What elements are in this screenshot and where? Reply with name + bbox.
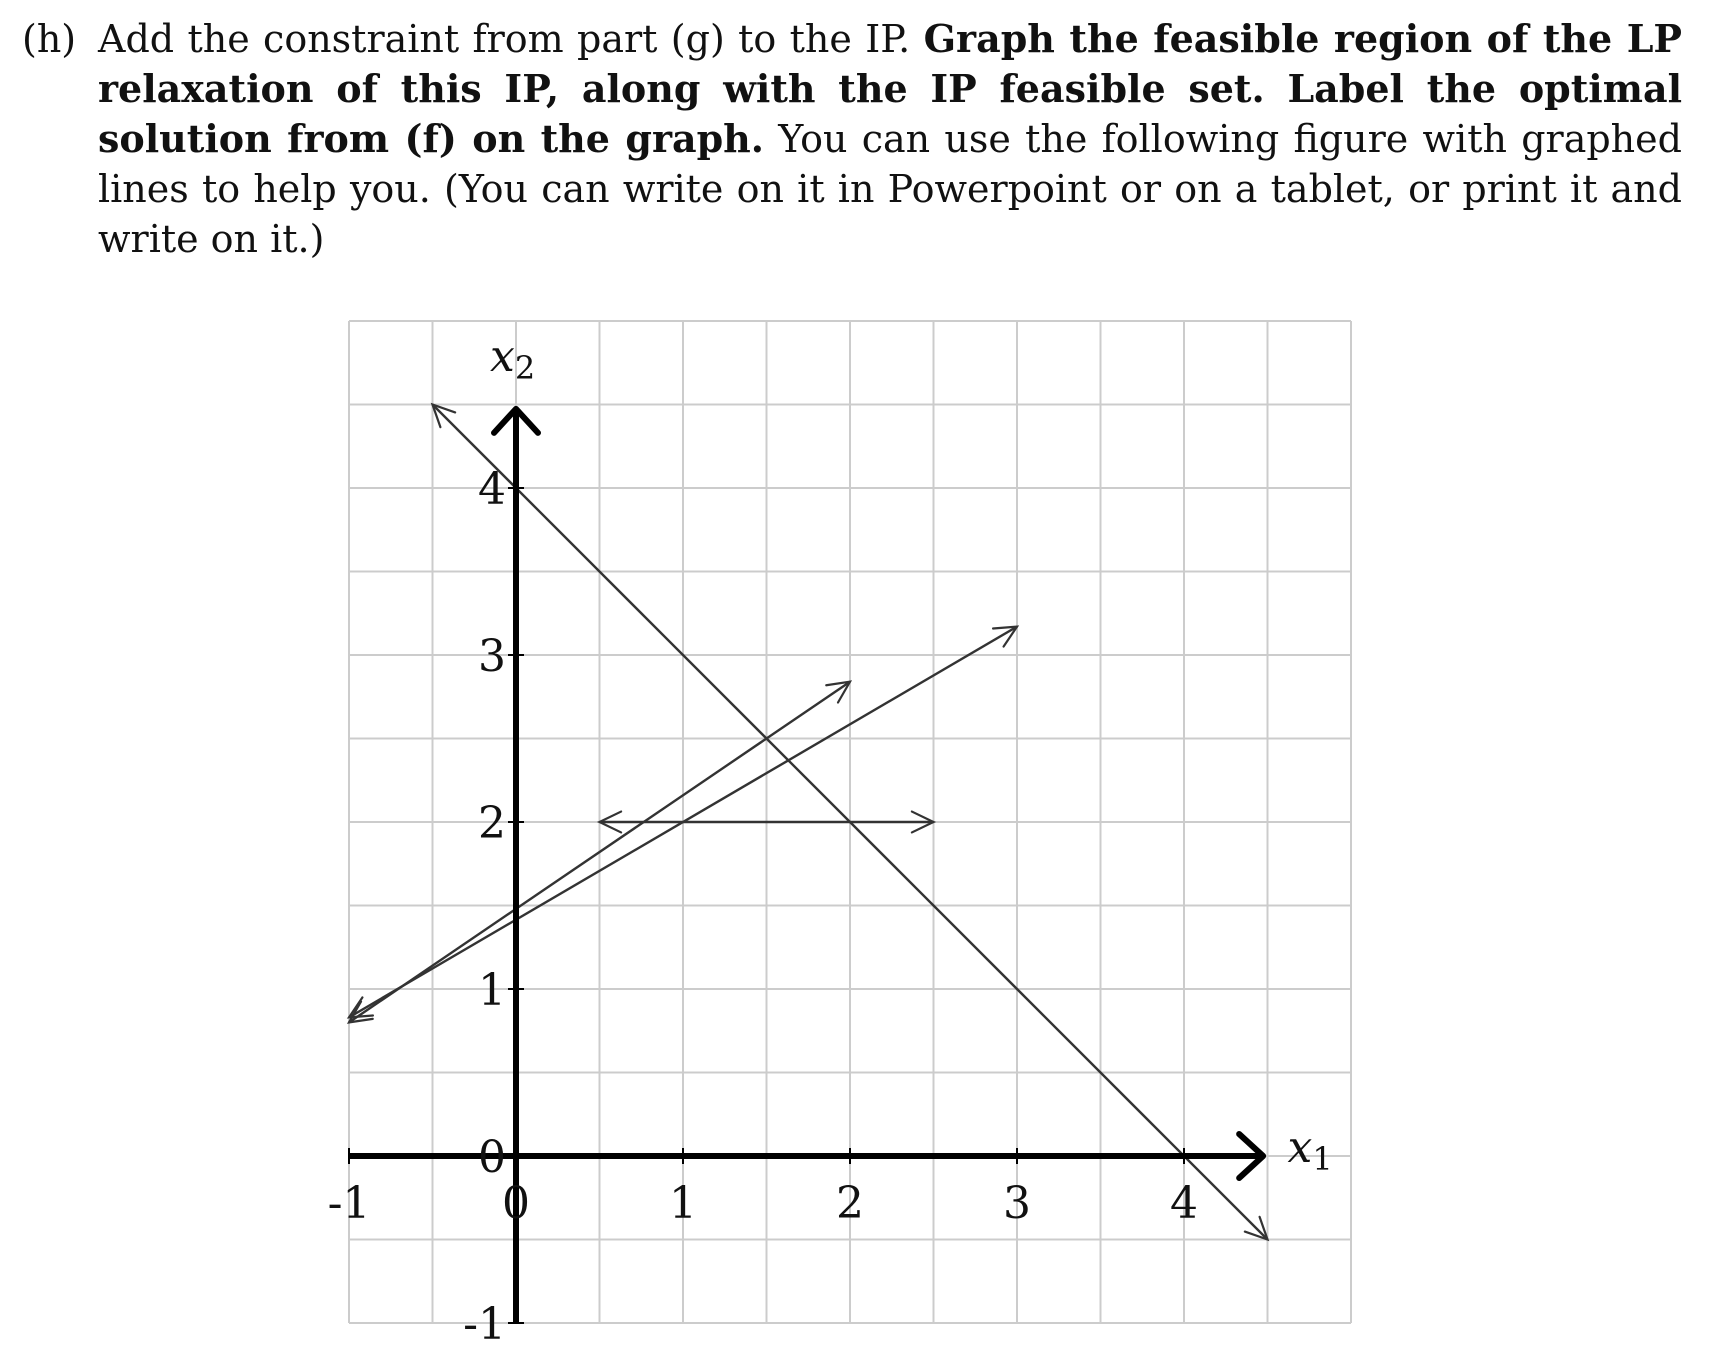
y-tick-label-1: 0 <box>478 1132 506 1183</box>
x-axis-title <box>1288 1122 1333 1178</box>
x-tick-label-1: 0 <box>502 1178 530 1229</box>
y-tick-label-5: 4 <box>478 464 506 515</box>
problem-label: (h) <box>22 17 77 61</box>
y-axis-title <box>490 331 535 387</box>
axes <box>349 409 1263 1323</box>
y-axis-title-sub: 2 <box>514 349 536 388</box>
x-tick-label-0: -1 <box>327 1178 371 1229</box>
problem-text-instructions: You can use the following figure with graphed lines to help you. (You can write on it in Powerpoint or on a tablet, or print it and write on it.) <box>98 117 1682 261</box>
y-tick-label-3: 2 <box>478 798 506 849</box>
y-tick-label-4: 3 <box>478 631 506 682</box>
y-axis-title-main: x <box>490 331 515 383</box>
problem-text-bold: Graph the feasible region of the LP relaxation of this IP, along with the IP feasible set. Label the optimal solution from (f) on the graph. <box>98 16 1682 161</box>
problem-text-intro: Add the constraint from part (g) to the IP. <box>98 17 911 61</box>
x-tick-label-2: 1 <box>669 1178 697 1229</box>
y-tick-label-2: 1 <box>478 965 506 1016</box>
x-tick-label-4: 3 <box>1003 1178 1031 1229</box>
tick-labels <box>328 464 1198 1350</box>
x-axis-title-sub: 1 <box>1312 1140 1333 1178</box>
x-tick-label-5: 4 <box>1170 1178 1198 1229</box>
x-axis-title-main: x <box>1287 1122 1313 1173</box>
y-tick-label-0: -1 <box>463 1299 506 1350</box>
x-tick-label-3: 2 <box>836 1178 864 1229</box>
